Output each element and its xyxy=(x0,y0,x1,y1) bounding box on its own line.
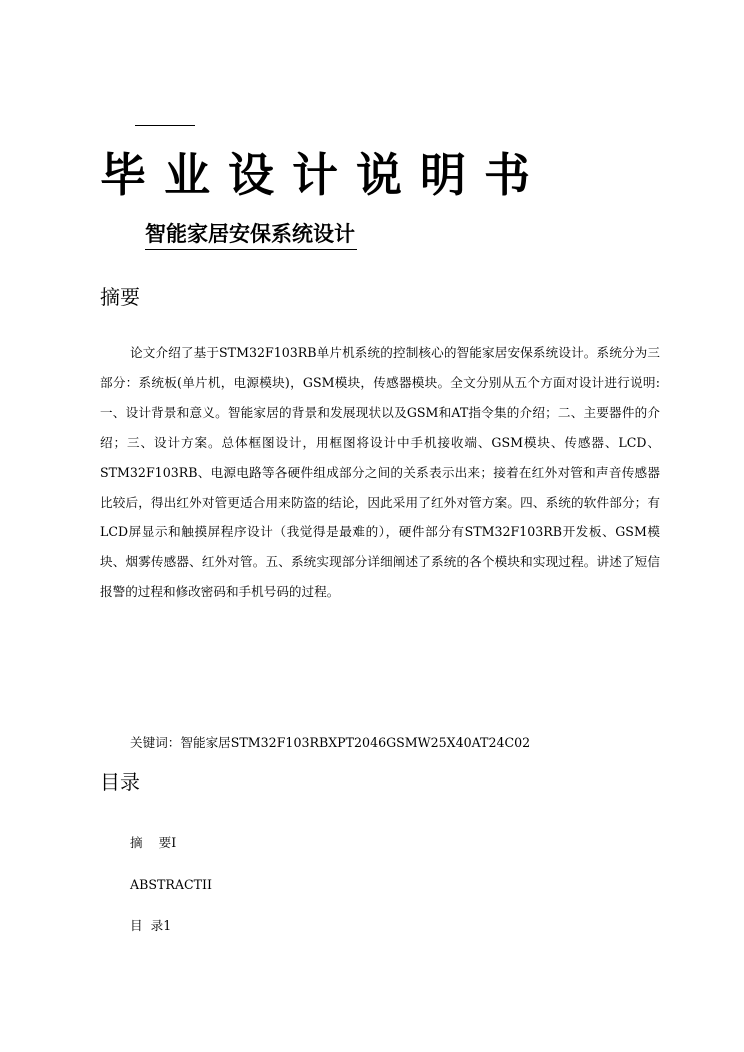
abstract-paragraph: 论文介绍了基于STM32F103RB单片机系统的控制核心的智能家居安保系统设计。系统分为三部分：系统板(单片机，电源模块)，GSM模块，传感器模块。全文分别从五个方面对设计进行说明:一、设计背景和意义。智能家居的背景和发展现状以及GSM和AT指令集的介绍；二、主要器件的介绍；三、设计方案。总体框图设计，用框图将设计中手机接收端、GSM模块、传感器、LCD、STM32F103RB、电源电路等各硬件组成部分之间的关系表示出来；接着在红外对管和声音传感器比较后，得出红外对管更适合用来防盗的结论，因此采用了红外对管方案。四、系统的软件部分；有LCD屏显示和触摸屏程序设计（我觉得是最难的），硬件部分有STM32F103RB开发板、GSM模块、烟雾传感器、红外对管。五、系统实现部分详细阐述了系统的各个模块和实现过程。讲述了短信报警的过程和修改密码和手机号码的过程。 xyxy=(100,345,660,600)
header-rule xyxy=(135,125,195,126)
abstract-heading: 摘要 xyxy=(100,285,140,309)
toc-item-contents: 目 录1 xyxy=(130,918,172,933)
document-title: 毕业设计说明书 xyxy=(100,148,548,202)
document-subtitle: 智能家居安保系统设计 xyxy=(145,219,357,250)
keywords-line: 关键词：智能家居STM32F103RBXPT2046GSMW25X40AT24C02 xyxy=(130,735,531,750)
toc-heading: 目录 xyxy=(100,770,140,794)
toc-item-abstract-en: ABSTRACTII xyxy=(130,877,212,892)
toc-item-abstract: 摘 要I xyxy=(130,835,177,850)
